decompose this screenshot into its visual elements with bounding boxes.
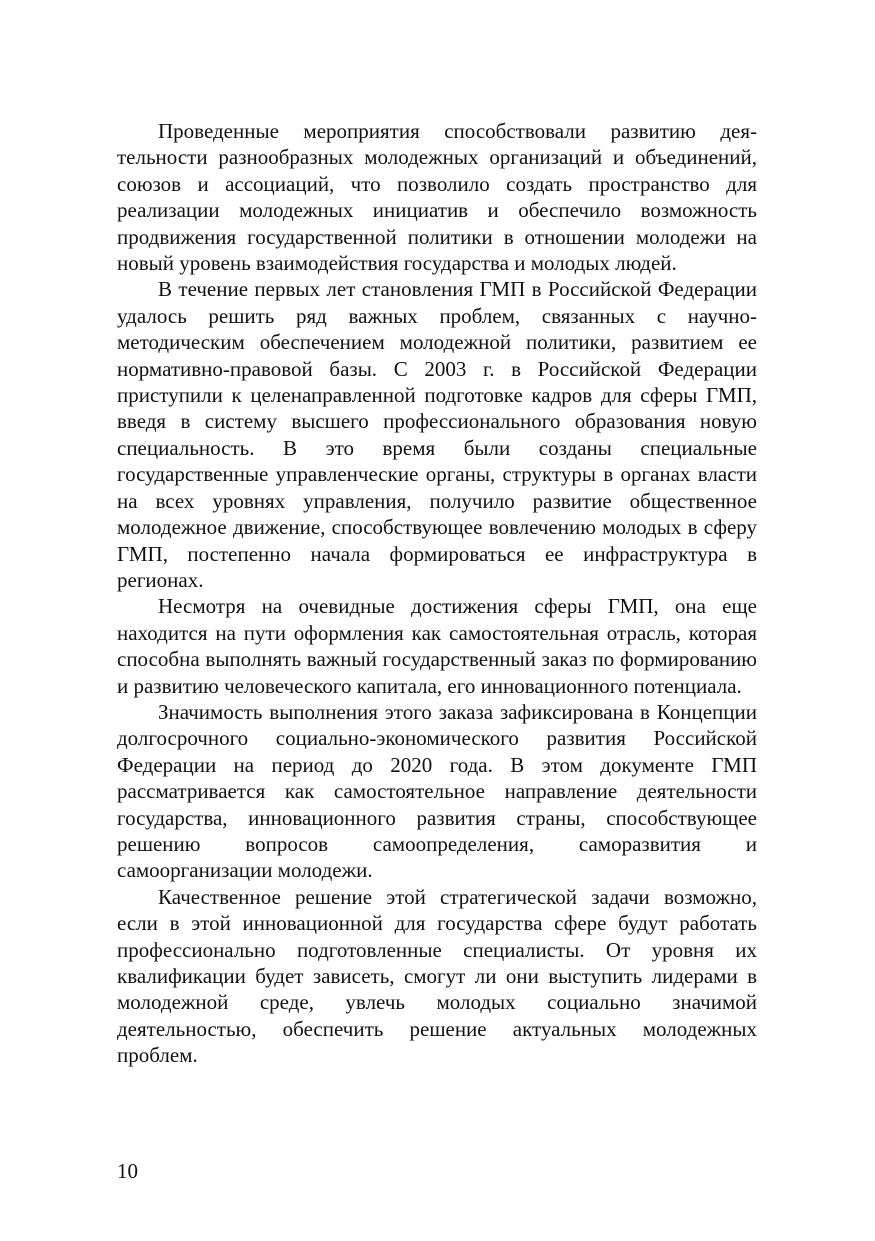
- paragraph-5: Качественное решение этой стратегической задачи возможно, если в этой инновационной для государства сфере будут работать профессионально подготовленные специалисты. От уровня их квалификации будет зависеть, смогут ли они выступить лидерами в молодежной среде, увлечь молодых социально значимой деятельностью, обеспечить решение актуальных молодежных проблем.: [117, 884, 757, 1068]
- page-body: [117, 118, 757, 1069]
- paragraph-3: Несмотря на очевидные достижения сферы ГМП, она еще находится на пути оформления как самостоятельная отрасль, которая способна выполнять важный государственный заказ по формированию и развитию человеческого капитала, его инновационного потенциала.: [117, 594, 757, 698]
- paragraph-4: Значимость выполнения этого заказа зафиксирована в Концепции долгосрочного социально-экономического развития Российской Федерации на период до 2020 года. В этом документе ГМП рассматривается как самостоятельное направление деятельности государства, инновационного развития страны, способствующее решению вопросов самоопределения, саморазвития и самоорганизации молодежи.: [117, 699, 757, 883]
- page-number: 10: [117, 1159, 138, 1183]
- paragraph-2: В течение первых лет становления ГМП в Российской Федерации удалось решить ряд важных проблем, связанных с научно-методическим обеспечением молодежной политики, развитием ее нормативно-правовой базы. С 2003 г. в Российской Федерации приступили к целенаправленной подготовке кадров для сферы ГМП, введя в систему высшего профессионального образования новую специальность. В это время были созданы специальные государственные управленческие органы, структуры в органах власти на всех уровнях управления, получило развитие общественное молодежное движение, способствующее вовлечению молодых в сферу ГМП, постепенно начала формироваться ее инфраструктура в регионах.: [117, 277, 757, 592]
- paragraph-1: Проведенные мероприятия способствовали развитию деятельности разнообразных молодежных организаций и объединений, союзов и ассоциаций, что позволило создать пространство для реализации молодежных инициатив и обеспечило возможность продвижения государственной политики в отношении молодежи на новый уровень взаимодействия государства и молодых людей.: [117, 119, 757, 276]
